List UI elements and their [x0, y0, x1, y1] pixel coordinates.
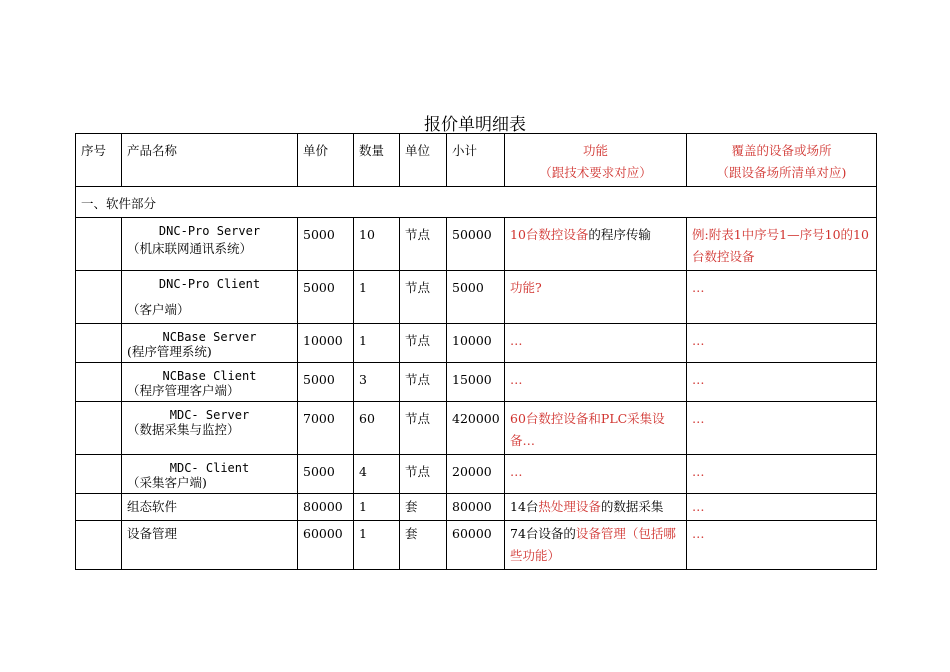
function-cell: [505, 521, 687, 570]
function-cell: [505, 494, 687, 521]
header-scope-label: 覆盖的设备或场所: [731, 143, 832, 158]
seq-cell: [76, 494, 122, 521]
table-row: [76, 494, 877, 521]
subtotal-cell: 20000: [447, 455, 505, 494]
table-row: [76, 363, 877, 402]
seq-cell: [76, 521, 122, 570]
unit-cell: 节点: [400, 363, 447, 402]
table-row: [76, 218, 877, 271]
header-subtotal: 小计: [447, 134, 505, 187]
seq-cell: [76, 402, 122, 455]
section-row: [76, 187, 877, 218]
subtotal-cell: 80000: [447, 494, 505, 521]
product-name-en: MDC- Server: [169, 408, 250, 422]
price-cell: 5000: [298, 455, 354, 494]
function-cell: …: [505, 324, 687, 363]
function-highlight: 10台数控设备: [510, 227, 589, 242]
seq-cell: [76, 455, 122, 494]
header-unit: 单位: [400, 134, 447, 187]
unit-cell: 节点: [400, 455, 447, 494]
subtotal-cell: 5000: [447, 271, 505, 324]
scope-cell: …: [687, 494, 877, 521]
scope-cell: …: [687, 402, 877, 455]
price-cell: 80000: [298, 494, 354, 521]
unit-cell: 节点: [400, 402, 447, 455]
subtotal-cell: 420000: [447, 402, 505, 455]
function-text: 74台设备的: [510, 526, 576, 541]
function-text: 14台: [510, 499, 539, 514]
product-name-cell: [122, 455, 298, 494]
header-function: [505, 134, 687, 187]
qty-cell: 1: [354, 324, 400, 363]
qty-cell: 4: [354, 455, 400, 494]
document-title: 报价单明细表: [424, 115, 526, 135]
product-name-cell: 设备管理: [122, 521, 298, 570]
unit-cell: 节点: [400, 271, 447, 324]
qty-cell: 1: [354, 271, 400, 324]
product-name-cn: (程序管理系统): [127, 344, 212, 359]
function-cell: 功能?: [505, 271, 687, 324]
function-cell: 60台数控设备和PLC采集设备…: [505, 402, 687, 455]
table-row: [76, 324, 877, 363]
scope-cell: …: [687, 455, 877, 494]
section-label: 一、软件部分: [76, 187, 877, 218]
quote-table: [75, 133, 877, 570]
table-row: [76, 455, 877, 494]
product-name-en: NCBase Client: [162, 369, 257, 383]
product-name-en: DNC-Pro Server: [158, 224, 261, 238]
price-cell: 5000: [298, 271, 354, 324]
product-name-cell: [122, 402, 298, 455]
header-name: 产品名称: [122, 134, 298, 187]
product-name-cn: （机床联网通讯系统）: [127, 241, 253, 256]
price-cell: 10000: [298, 324, 354, 363]
subtotal-cell: 60000: [447, 521, 505, 570]
header-seq: 序号: [76, 134, 122, 187]
qty-cell: 1: [354, 494, 400, 521]
price-cell: 7000: [298, 402, 354, 455]
function-cell: …: [505, 455, 687, 494]
unit-cell: 节点: [400, 324, 447, 363]
price-cell: 60000: [298, 521, 354, 570]
subtotal-cell: 15000: [447, 363, 505, 402]
qty-cell: 1: [354, 521, 400, 570]
header-price: 单价: [298, 134, 354, 187]
function-text: 的数据采集: [600, 499, 664, 514]
product-name-cell: [122, 324, 298, 363]
function-text: 的程序传输: [588, 227, 651, 242]
header-row: [76, 134, 877, 187]
product-name-cell: [122, 363, 298, 402]
function-highlight: 设备管理（包括哪些功能）: [510, 526, 676, 563]
seq-cell: [76, 363, 122, 402]
header-qty: 数量: [354, 134, 400, 187]
seq-cell: [76, 324, 122, 363]
table-row: [76, 271, 877, 324]
header-function-label: 功能: [582, 143, 608, 158]
function-cell: …: [505, 363, 687, 402]
product-name-cell: [122, 218, 298, 271]
product-name-cell: [122, 271, 298, 324]
product-name-en: DNC-Pro Client: [158, 277, 261, 291]
product-name-cn: （采集客户端): [127, 475, 207, 490]
product-name-cn: （客户端）: [127, 302, 190, 317]
qty-cell: 10: [354, 218, 400, 271]
unit-cell: 节点: [400, 218, 447, 271]
unit-cell: 套: [400, 494, 447, 521]
header-scope-note: （跟设备场所清单对应): [716, 165, 847, 180]
price-cell: 5000: [298, 218, 354, 271]
scope-cell: 例:附表1中序号1—序号10的10台数控设备: [687, 218, 877, 271]
seq-cell: [76, 218, 122, 271]
scope-cell: …: [687, 363, 877, 402]
seq-cell: [76, 271, 122, 324]
subtotal-cell: 50000: [447, 218, 505, 271]
product-name-en: MDC- Client: [169, 461, 250, 475]
function-highlight: 热处理设备: [538, 499, 601, 514]
product-name-cn: （程序管理客户端）: [127, 383, 240, 398]
unit-cell: 套: [400, 521, 447, 570]
qty-cell: 3: [354, 363, 400, 402]
qty-cell: 60: [354, 402, 400, 455]
header-function-note: （跟技术要求对应）: [539, 165, 652, 180]
product-name-cell: 组态软件: [122, 494, 298, 521]
subtotal-cell: 10000: [447, 324, 505, 363]
table-row: [76, 402, 877, 455]
table-row: [76, 521, 877, 570]
scope-cell: …: [687, 324, 877, 363]
header-scope: [687, 134, 877, 187]
scope-cell: …: [687, 271, 877, 324]
product-name-cn: （数据采集与监控）: [127, 422, 240, 437]
function-cell: [505, 218, 687, 271]
price-cell: 5000: [298, 363, 354, 402]
scope-cell: …: [687, 521, 877, 570]
product-name-en: NCBase Server: [162, 330, 257, 344]
